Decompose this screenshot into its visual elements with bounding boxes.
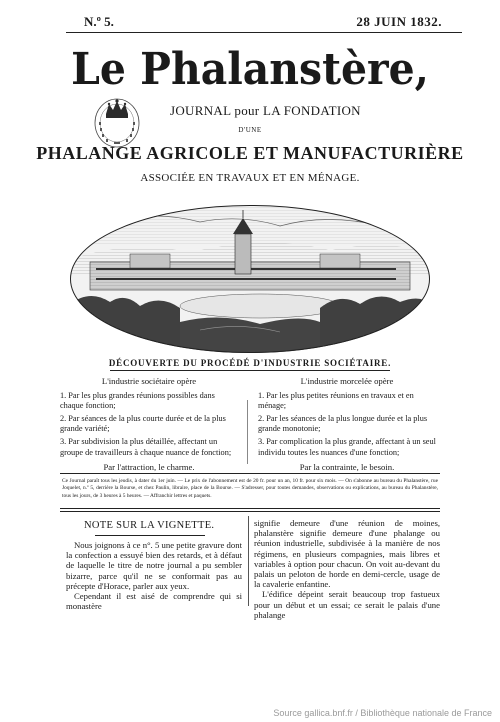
societaire-item-1: 1. Par les plus grandes réunions possibles dans chaque fonction; (60, 390, 215, 411)
source-credit: Source gallica.bnf.fr / Bibliothèque nationale de France (273, 708, 492, 718)
masthead-subtitle-associee: ASSOCIÉE EN TRAVAUX ET EN MÉNAGE. (140, 172, 360, 184)
masthead-subtitle-journal: JOURNAL pour LA FONDATION (170, 103, 361, 118)
column-divider (247, 400, 248, 464)
morcelee-heading: L'industrie morcelée opère (300, 376, 394, 386)
note-left-column (66, 540, 242, 611)
societaire-footer: Par l'attraction, le charme. (103, 462, 195, 473)
notice-bottom-rule (60, 508, 440, 509)
morcelee-column (258, 376, 436, 475)
note-right-paragraph-2: L'édifice dépeint serait beaucoup trop fastueux pour un début et un essai; ce serait le palais d'une phalange (254, 589, 440, 620)
discovery-title: DÉCOUVERTE DU PROCÉDÉ D'INDUSTRIE SOCIÉTAIRE. (108, 358, 392, 368)
note-left-paragraph-1: Nous joignons à ce n°. 5 une petite gravure dont la confection a essuyé bien des retards, et à défaut de laquelle le titre de notre journal a pu sembler bizarre, parce qu'il ne se conformait pas au précepte d'Horace, parler aux yeux. (66, 540, 242, 591)
societaire-heading: L'industrie sociétaire opère (101, 376, 197, 386)
note-left-paragraph-2: Cependant il est aisé de comprendre qui si monastère (66, 591, 242, 612)
crown-seal-icon (92, 92, 142, 150)
morcelee-item-1: 1. Par les plus petites réunions en travaux et en ménage; (258, 390, 414, 411)
note-title-rule (95, 535, 205, 536)
phalanstere-engraving-image (70, 204, 430, 354)
masthead-subtitle-phalange: PHALANGE AGRICOLE ET MANUFACTURIÈRE (36, 143, 464, 163)
note-right-paragraph-1: signifie demeure d'une réunion de moines, phalanstère signifie demeure d'une phalange ou réunion industrielle, subdivisée à la manière de nos régimens, en plusieurs compagnies, mais libres et variables à option pour chacun. On voit au-devant du palais un peloton de horde en demi-cercle, usage de la cavalerie enfantine. (254, 518, 440, 590)
issue-number: N.º 5. (84, 14, 114, 29)
note-title: NOTE SUR LA VIGNETTE. (84, 520, 215, 531)
discovery-rule (110, 370, 390, 371)
societaire-column (60, 376, 238, 475)
morcelee-item-3: 3. Par complication la plus grande, affectant à un seul individu toutes les nuances d'une fonction; (258, 436, 436, 457)
societaire-item-3: 3. Par subdivision la plus détaillée, affectant un groupe de travailleurs à chaque nuance de fonction; (60, 436, 232, 457)
subscription-notice: Ce Journal paraît tous les jeudis, à dater du 1er juin. — Le prix de l'abonnement est de 20 fr. pour un an, 10 fr. pour six mois. — On s'abonne au bureau du Phalanstère, rue Joquelet, n.º 5, derrière la Bourse, et chez Paulin, libraire, place de la Bourse. — S'adresser, pour toutes demandes, observations ou explications, au bureau du Phalanstère, tous les jours, de 3 heures à 5 heures. — Affranchir lettres et paquets. (62, 478, 438, 499)
issue-date: 28 JUIN 1832. (356, 14, 442, 29)
notice-bottom-rule-2 (60, 511, 440, 512)
note-column-divider (248, 516, 249, 606)
morcelee-footer: Par la contrainte, le besoin. (299, 462, 395, 473)
notice-top-rule (60, 473, 440, 474)
morcelee-item-2: 2. Par les séances de la plus longue durée et la plus grande monotonie; (258, 413, 428, 434)
masthead-title: Le Phalanstère, (71, 44, 429, 95)
header-rule (66, 32, 462, 33)
masthead-subtitle-dune: D'UNE (238, 126, 262, 134)
societaire-item-2: 2. Par séances de la plus courte durée et de la plus grande variété; (60, 413, 226, 434)
note-right-column (254, 518, 440, 620)
